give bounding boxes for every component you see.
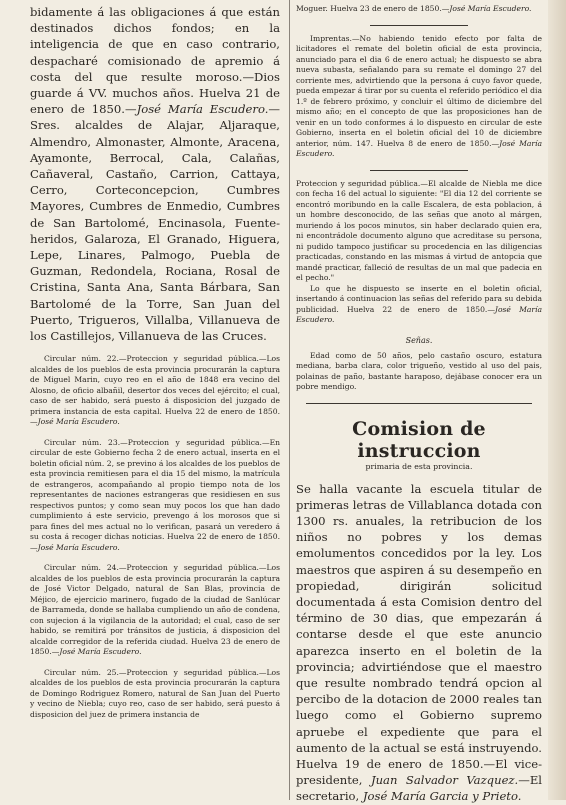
imprentas-notice (296, 34, 542, 160)
circular-22-text: Circular núm. 22.—Proteccion y seguridad pública.—Los alcaldes de los pueblos de esta provincia procurarán la captura de Miguel Marin, cuyo reo en el año de 1848 era vecino del Alosno, de oficio albañil, desertor dos veces del ejército; el cual, caso de ser habido, será puesto á disposicion del juzgado de primera instancia de esta capital. Huelva 22 de enero de 1850.— (30, 354, 280, 427)
circular-24 (30, 563, 280, 658)
continuation-text: Moguer. Huelva 23 de enero de 1850.— (296, 4, 450, 13)
comision-text: Se halla vacante la escuela titular de primeras letras de Villablanca dotada con 1300 rs. anuales, la retribucion de los niños no pobres y los demas emolumentos concedidos por la ley. Los maestros que aspiren á su desempeño en propiedad, dirigirán solicitud documentada á esta Comision dentro del término de 30 dias, que empezarán á contarse desde el que este anuncio aparezca inserto en el boletin de la provincia; advirtiéndose que el maestro que resulte nombrado tendrá opcion al percibo de la dotacion de 2000 reales tan luego como el Gobierno supremo apruebe el expediente que para el aumento de la actual se está instruyendo. Huelva 19 de enero de 1850.—El vice-presidente, (296, 481, 542, 788)
section-rule (370, 25, 468, 26)
circular-22 (30, 354, 280, 428)
circular-25-text: Circular núm. 25.—Proteccion y seguridad pública.—Los alcaldes de los pueblos de esta provincia procurarán la captura de Domingo Rodriguez Romero, natural de San Juan del Puerto y vecino de Niebla; cuyo reo, caso de ser habido, será puesto á disposicion del juez de primera instancia de (30, 667, 280, 719)
comision-heading: Comision de instruccion (352, 417, 486, 462)
secretary-signature: José María Garcia y Prieto. (362, 789, 522, 804)
intro-recipients: —Sres. alcaldes de Alajar, Aljaraque, Almendro, Almonaster, Almonte, Aracena, Ayamonte, Berrocal, Cala, Calañas, Cañaveral, Castaño, Carrion, Cattaya, Cerro, Corteconcepcion, Cumbres Mayores, Cumbres de Enmedio, Cumbres de San Bartolomé, Encinasola, Fuente-heridos, Galaroza, El Granado, Higuera, Lepe, Linares, Palmogo, Puebla de Guzman, Redondela, Rociana, Rosal de Cristina, Santa Ana, Santa Bárbara, San Bartolomé de la Torre, San Juan del Puerto, Trigueros, Villalba, Villanueva de los Castillejos, Villanueva de las Cruces. (30, 102, 280, 344)
section-rule (306, 403, 532, 404)
vice-president-signature: Juan Salvador Vazquez. (370, 773, 519, 788)
imprentas-text: Imprentas.—No habiendo tenido efecto por falta de licitadores el remate del boletin oficial de esta provincia, anunciado para el dia 6 de enero actual; he dispuesto se abra nueva subasta, señalando para su remate el domingo 27 del corriente mes, advirtiendo que la persona á cuyo favor quede, pueda empezar á tirar por su cuenta el referido periódico el dia 1.º de febrero próximo, y concluir el último de diciembre del mismo año; en el concepto de que las proposiciones han de venir en un todo conformes á lo dispuesto en circular de este Gobierno, inserta en el boletin oficial del 10 de diciembre anterior, núm. 147. Huelva 8 de enero de 1850.— (296, 33, 542, 148)
circular-23-text: Circular núm. 23.—Proteccion y seguridad pública.—En circular de este Gobierno fecha 2 de enero actual, inserta en el boletin oficial núm. 2, se previno á los alcaldes de los pueblos de esta provincia remitiesen para el dia 15 del mismo, la matrícula de estrangeros, acompañando al propio tiempo nota de los representantes de naciones estrangeras que residiesen en sus respectivos puntos; y como sean muy pocos los que han dado cumplimiento á este servicio, prevengo á los morosos que si para fines del mes actual no lo verifican, pasará un veredero á su costa á recoger dichas noticias. Huelva 22 de enero de 1850.— (30, 437, 280, 552)
senas-text: Edad como de 50 años, pelo castaño oscuro, estatura mediana, barba clara, color trigueño, vestido al uso del pais, polainas de paño, bastante haraposo, dejábase conocer era un pobre mendigo. (296, 350, 542, 391)
left-column (30, 4, 280, 796)
intro-text: bidamente á las obligaciones á que están destinados dichos fondos; en la inteligencia de que en caso contrario, despacharé comisionado de apremio á costa del que resulte moroso.—Dios guarde á VV. muchos años. Huelva 21 de enero de 1850.— (30, 5, 280, 117)
comision-notice (296, 481, 542, 805)
niebla-text: Proteccion y seguridad pública.—El alcalde de Niebla me dice con fecha 16 del actual lo siguiente: "El dia 12 del corriente se encontró moribundo en la calle Escalera, de esta poblacion, á un hombre desconocido, de las señas que anoto al márgen, muriendo á los pocos minutos, sin haber declarado quien era, ni encontrádole documento alguno que acreditase su persona, ni pudido tampoco justificar su procedencia en las diligencias practicadas, constando en las mismas á virtud de antopcia que mandé practicar, falleció de resultas de un mal que padecia en el pecho." (296, 178, 542, 282)
niebla-signature: José María Escudero. (296, 304, 542, 324)
right-column (296, 4, 542, 804)
circular-24-text: Circular núm. 24.—Proteccion y seguridad pública.—Los alcaldes de los pueblos de esta provincia procurarán la captura de José Victor Delgado, natural de San Blas, provincia de Méjico, de ejercicio marinero, fugado de la ciudad de Sanlúcar de Barrameda, donde se hallaba cumpliendo un año de condena, con sujecion á la vigilancia de la autoridad; el cual, caso de ser habido, se remitirá por tránsitos de justicia, á disposicion del alcalde corregidor de la referida ciudad. Huelva 23 de enero de 1850.— (30, 563, 280, 657)
page-binding-edge (548, 0, 566, 800)
secretary-label: —El secretario, (296, 773, 542, 804)
circular-22-signature: José María Escudero. (37, 417, 120, 427)
continuation-signature: José María Escudero. (449, 4, 532, 13)
comision-subheading: primaria de esta provincia. (365, 461, 473, 471)
senas-heading: Señas. (405, 335, 433, 345)
circular-24-signature: José María Escudero. (59, 647, 142, 657)
niebla-notice (296, 179, 542, 284)
intro-signature: José María Escudero. (136, 102, 269, 117)
circular-23 (30, 438, 280, 554)
circular-25-continuation (296, 4, 542, 15)
niebla-followup-text: Lo que he dispuesto se inserte en el boletin oficial, insertando á continuacion las señas del referido para su debida publicidad. Huelva 22 de enero de 1850.— (296, 283, 542, 314)
column-divider (289, 0, 290, 800)
circular-23-signature: José María Escudero. (37, 542, 120, 552)
niebla-notice-followup (296, 284, 542, 326)
imprentas-signature: José María Escudero. (296, 138, 542, 158)
circular-25 (30, 668, 280, 721)
section-rule (370, 170, 468, 171)
intro-paragraph (30, 4, 280, 344)
